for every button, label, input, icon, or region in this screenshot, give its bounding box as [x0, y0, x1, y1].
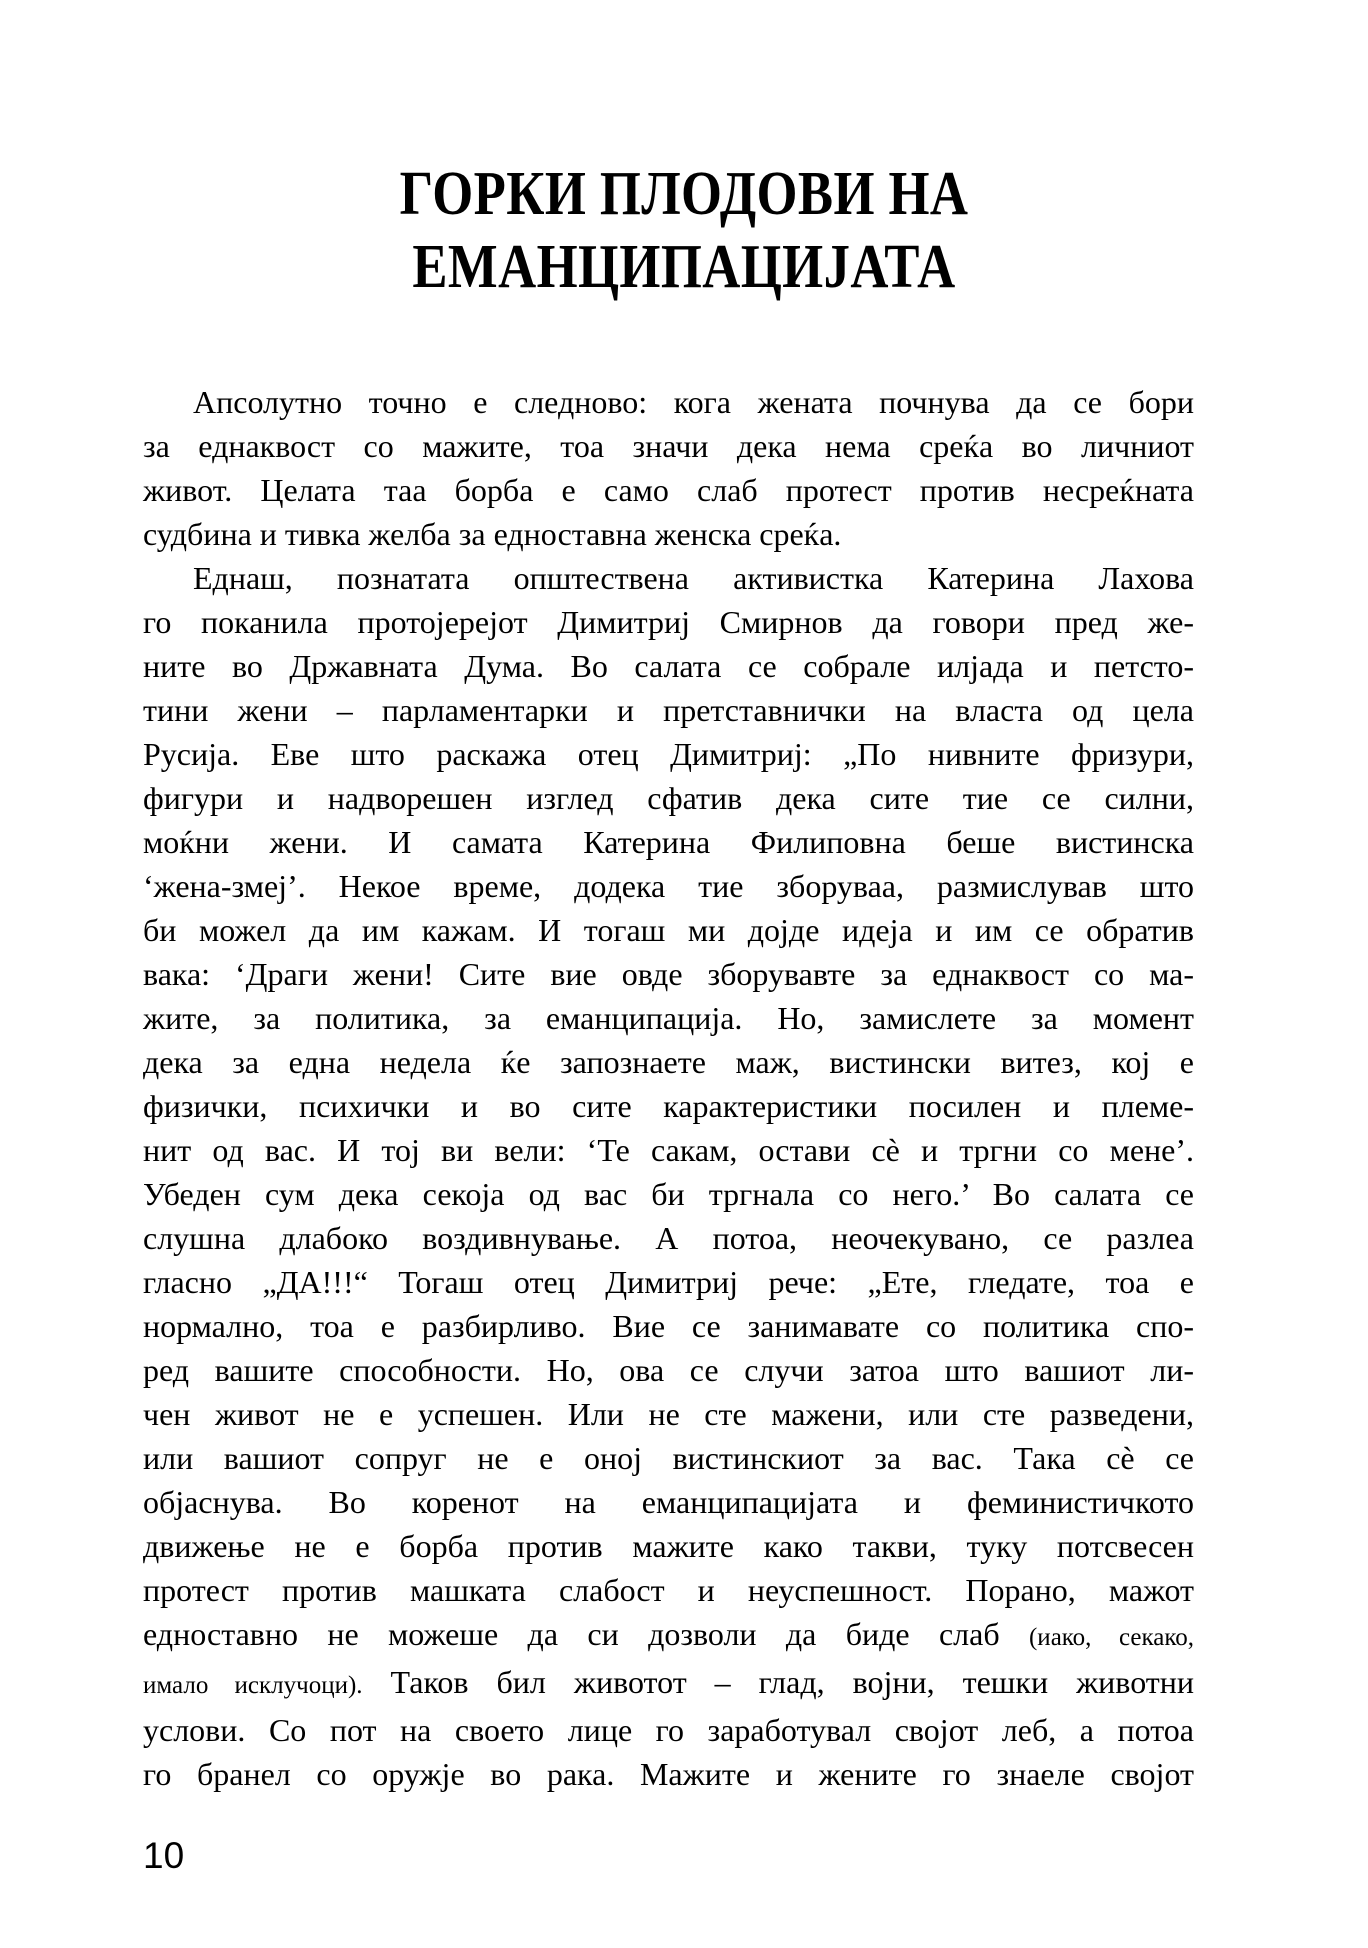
text-segment: ред вашите способности. Но, ова се случи затоа што вашиот ли- [143, 1352, 1194, 1388]
text-line [143, 1172, 1194, 1216]
text-segment: судбина и тивка желба за едноставна женска среќа. [143, 516, 842, 552]
text-line [143, 688, 1194, 732]
text-line [143, 600, 1194, 644]
text-segment: чен живот не е успешен. Или не сте мажени, или сте разведени, [143, 1396, 1194, 1432]
text-line [143, 644, 1194, 688]
paragraph [143, 556, 1194, 1796]
text-line [143, 1260, 1194, 1304]
text-segment: за еднаквост со мажите, тоа значи дека нема среќа во личниот [143, 428, 1194, 464]
text-line [143, 776, 1194, 820]
text-segment: моќни жени. И самата Катерина Филиповна беше вистинска [143, 824, 1194, 860]
text-line [143, 1752, 1194, 1796]
text-segment: Убеден сум дека секоја од вас би тргнала со него.’ Во салата се [143, 1176, 1194, 1212]
text-line [143, 380, 1194, 424]
text-segment: Апсолутно точно е следново: кога жената почнува да се бори [193, 384, 1194, 420]
text-line [143, 1128, 1194, 1172]
text-segment: би можел да им кажам. И тогаш ми дојде идеја и им се обратив [143, 912, 1194, 948]
text-segment: го бранел со оружје во рака. Мажите и жените го знаеле својот [143, 1756, 1194, 1792]
text-line [143, 1568, 1194, 1612]
text-line [143, 512, 1194, 556]
text-line [143, 732, 1194, 776]
text-segment: гласно „ДА!!!“ Тогаш отец Димитриј рече: „Ете, гледате, тоа е [143, 1264, 1194, 1300]
text-segment: дека за една недела ќе запознаете маж, вистински витез, кој е [143, 1044, 1194, 1080]
text-segment: услови. Со пот на своето лице го заработувал својот леб, а потоа [143, 1712, 1194, 1748]
text-line [143, 908, 1194, 952]
text-segment: нормално, тоа е разбирливо. Вие се занимавате со политика спо- [143, 1308, 1194, 1344]
text-segment: движење не е борба против мажите како такви, туку потсвесен [143, 1528, 1194, 1564]
text-segment: објаснува. Во коренот на еманципацијата и феминистичкото [143, 1484, 1194, 1520]
text-segment: физички, психички и во сите карактеристики посилен и племе- [143, 1088, 1194, 1124]
text-line [143, 1040, 1194, 1084]
text-line [143, 424, 1194, 468]
text-line [143, 1084, 1194, 1128]
chapter-title-line-2: ЕМАНЦИПАЦИЈАТА [412, 233, 956, 301]
text-segment: тини жени – парламентарки и претставнички на власта од цела [143, 692, 1194, 728]
text-line [143, 1436, 1194, 1480]
text-segment: фигури и надворешен изглед сфатив дека сите тие се силни, [143, 780, 1194, 816]
chapter-title-line-1: ГОРКИ ПЛОДОВИ НА [399, 160, 969, 228]
text-segment: вака: ‘Драги жени! Сите вие овде зборувавте за еднаквост со ма- [143, 956, 1194, 992]
text-segment: го поканила протојерејот Димитриј Смирнов да говори пред же- [143, 604, 1194, 640]
text-segment: Русија. Еве што раскажа отец Димитриј: „По нивните фризури, [143, 736, 1194, 772]
chapter-title [103, 158, 1266, 304]
text-segment: жите, за политика, за еманципација. Но, замислете за момент [143, 1000, 1194, 1036]
text-segment: ните во Државната Дума. Во салата се собрале илјада и петсто- [143, 648, 1194, 684]
text-line [143, 1660, 1194, 1708]
text-line [143, 556, 1194, 600]
text-line [143, 864, 1194, 908]
text-segment: слушна длабоко воздивнување. А потоа, неочекувано, се разлеа [143, 1220, 1194, 1256]
body-text [143, 380, 1194, 1796]
text-segment: протест против машката слабост и неуспешност. Порано, мажот [143, 1572, 1194, 1608]
text-line [143, 952, 1194, 996]
text-line [143, 1304, 1194, 1348]
text-line [143, 996, 1194, 1040]
page-number: 10 [143, 1835, 185, 1876]
text-segment-small: (иако, секако, [1028, 1624, 1194, 1651]
text-line [143, 820, 1194, 864]
text-line [143, 1392, 1194, 1436]
text-segment: нит од вас. И тој ви вели: ‘Те сакам, остави сѐ и тргни со мене’. [143, 1132, 1194, 1168]
text-line [143, 1216, 1194, 1260]
text-line [143, 1612, 1194, 1660]
text-segment: ‘жена-змеј’. Некое време, додека тие зборуваа, размислував што [143, 868, 1194, 904]
text-segment: или вашиот сопруг не е оној вистинскиот за вас. Така сѐ се [143, 1440, 1194, 1476]
text-line [143, 1524, 1194, 1568]
text-segment-small: имало исклучоци). [143, 1672, 363, 1699]
text-segment: едноставно не можеше да си дозволи да биде слаб [143, 1616, 1029, 1652]
text-line [143, 1480, 1194, 1524]
paragraph [143, 380, 1194, 556]
text-line [143, 1708, 1194, 1752]
text-line [143, 1348, 1194, 1392]
text-segment: Таков бил животот – глад, војни, тешки животни [362, 1664, 1195, 1700]
text-line [143, 468, 1194, 512]
text-segment: живот. Целата таа борба е само слаб протест против несреќната [143, 472, 1194, 508]
text-segment: Еднаш, познатата општествена активистка Катерина Лахова [193, 560, 1194, 596]
